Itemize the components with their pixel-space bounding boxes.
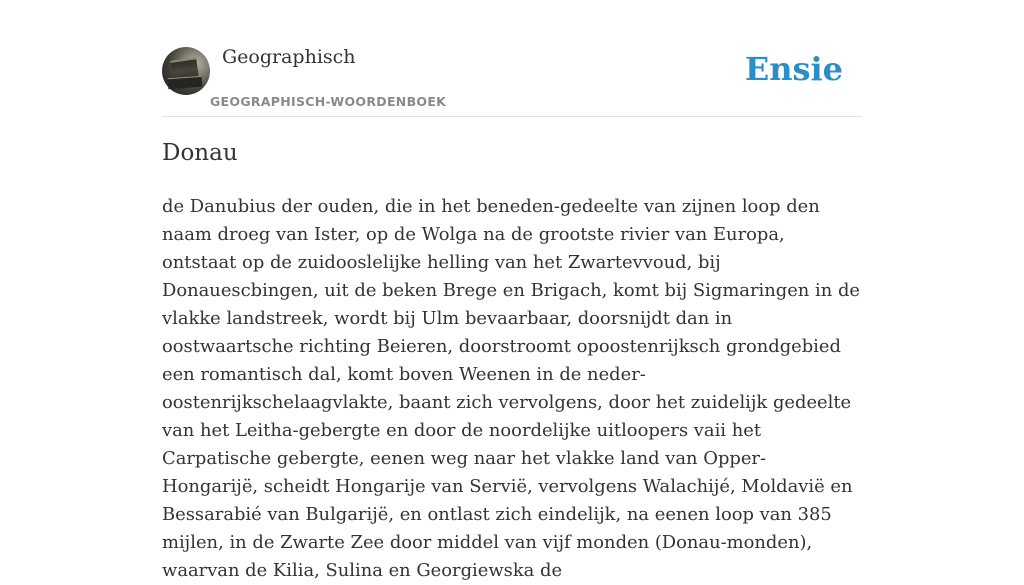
entry-definition: de Danubius der ouden, die in het beneden-gedeelte van zijnen loop den naam droeg van Ister, op de Wolga na de grootste rivier van Europa, ontstaat op de zuidooslelijke helling van het Zwartevvoud, bij Donauescbingen, uit de beken Brege en Brigach, komt bij Sigmaringen in de vlakke landstreek, wordt bij Ulm bevaarbaar, doorsnijdt dan in oostwaartsche richting Beieren, doorstroomt opoostenrijksch grondgebied een romantisch dal, komt boven Weenen in de neder-oostenrijkschelaagvlakte, baant zich vervolgens, door het zuidelijk gedeelte van het Leitha-gebergte en door de noordelijke uitloopers vaii het Carpatische gebergte, eenen weg naar het vlakke land van Opper-Hongarijë, scheidt Hongarije van Servië, vervolgens Walachijé, Moldavië en Bessarabié van Bulgarijë, en ontlast zich eindelijk, na eenen loop van 385 mijlen, in de Zwarte Zee door middel van vijf monden (Donau-monden), waarvan de Kilia, Sulina en Georgiewska de	[162, 196, 860, 581]
ensie-logo[interactable]: Ensie	[744, 50, 843, 88]
book-shape-lower	[168, 76, 203, 89]
site-title[interactable]: Geographisch	[222, 46, 356, 68]
dictionary-subtitle[interactable]: GEOGRAPHISCH-WOORDENBOEK	[210, 94, 447, 109]
site-header	[162, 40, 862, 117]
entry-title: Donau	[162, 140, 238, 166]
books-avatar-icon[interactable]	[162, 47, 210, 95]
